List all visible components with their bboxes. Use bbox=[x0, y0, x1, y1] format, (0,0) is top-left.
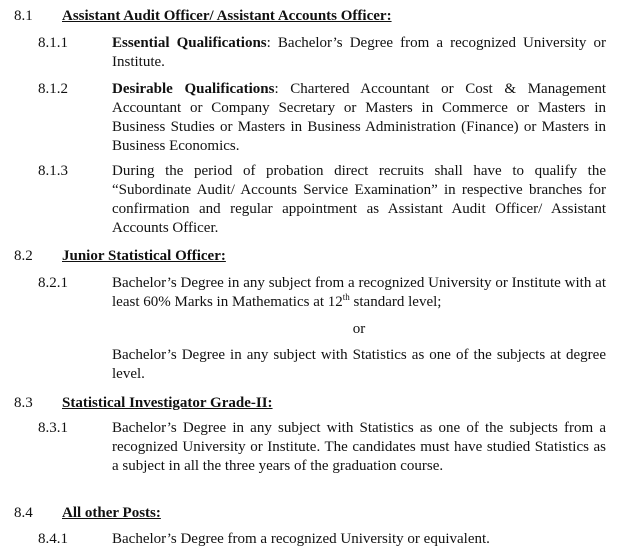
clause-body: : Bachelor’s Degree from a recognized University or Institute. bbox=[112, 35, 606, 70]
section-title: All other Posts: bbox=[62, 505, 161, 521]
clause-label: Essential Qualifications bbox=[112, 35, 267, 51]
section-heading-8-2 bbox=[0, 246, 640, 266]
section-title: Junior Statistical Officer: bbox=[62, 248, 226, 264]
clause-number: 8.2.1 bbox=[38, 275, 68, 291]
clause-text: During the period of probation direct recruits shall have to qualify the “Subordinate Audit/ Accounts Service Examination” in respective branches for confirmation and regular appointment as Assistant Audit Officer/ Assistant Accounts Officer. bbox=[112, 163, 606, 236]
clause-number: 8.3.1 bbox=[38, 420, 68, 436]
clause-number: 8.1.1 bbox=[38, 35, 68, 51]
clause-text: Bachelor’s Degree in any subject with Statistics as one of the subjects at degree level. bbox=[112, 347, 606, 382]
clause-body: Bachelor’s Degree in any subject from a recognized University or Institute with at least 60% Marks in Mathematics at 12 bbox=[112, 275, 606, 310]
section-number: 8.3 bbox=[14, 395, 33, 411]
clause-body: : Chartered Accountant or Cost & Management Accountant or Company Secretary or Masters in Commerce or Masters in Business Studies or Masters in Business Administration (Finance) or Masters in Business Economics. bbox=[112, 81, 607, 154]
clause-text: Bachelor’s Degree from a recognized University or equivalent. bbox=[112, 531, 490, 547]
clause-number: 8.1.3 bbox=[38, 163, 68, 179]
clause-label: Desirable Qualifications bbox=[112, 81, 275, 97]
section-heading-8-4 bbox=[0, 503, 640, 523]
clause-text bbox=[112, 274, 606, 312]
superscript: th bbox=[342, 292, 350, 302]
section-number: 8.2 bbox=[14, 248, 33, 264]
clause-text: Bachelor’s Degree in any subject with Statistics as one of the subjects from a recognized University or Institute. The candidates must have studied Statistics as a subject in all the three years of the graduation course. bbox=[112, 420, 606, 474]
clause-text bbox=[112, 80, 606, 156]
section-number: 8.4 bbox=[14, 505, 33, 521]
section-heading-8-3 bbox=[0, 393, 640, 413]
section-heading-8-1 bbox=[0, 6, 640, 26]
section-number: 8.1 bbox=[14, 8, 33, 24]
section-title: Statistical Investigator Grade-II: bbox=[62, 395, 273, 411]
section-title: Assistant Audit Officer/ Assistant Accounts Officer: bbox=[62, 8, 392, 24]
clause-number: 8.1.2 bbox=[38, 81, 68, 97]
or-separator: or bbox=[352, 321, 366, 337]
clause-body-end: standard level; bbox=[349, 294, 442, 310]
clause-text bbox=[112, 34, 606, 72]
clause-number: 8.4.1 bbox=[38, 531, 68, 547]
